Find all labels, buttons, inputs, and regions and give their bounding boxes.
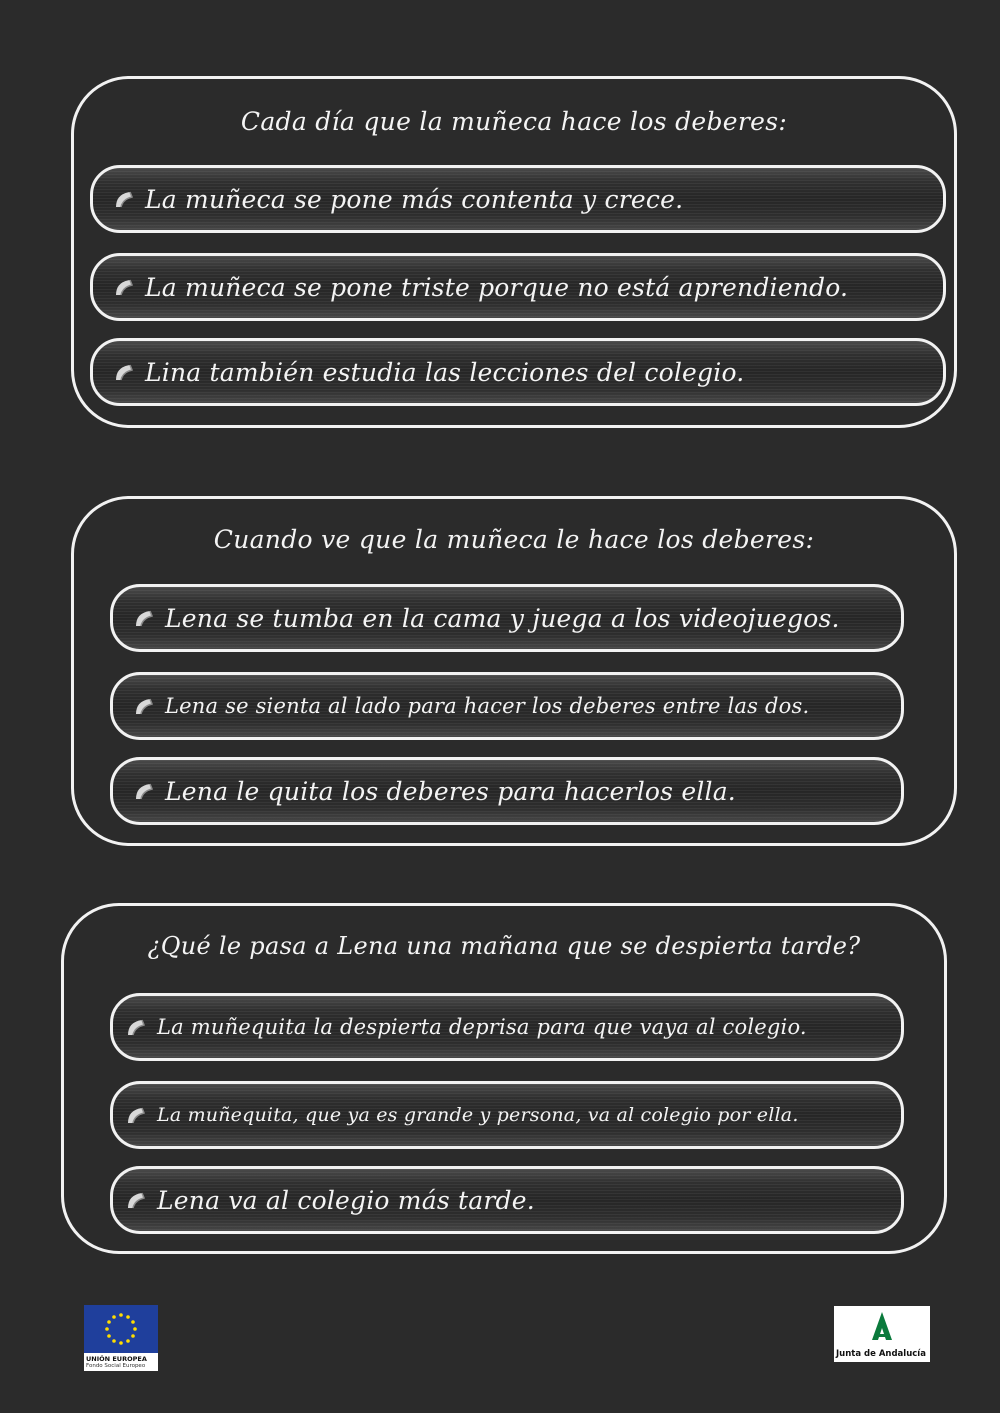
answer-option-text: Lena va al colegio más tarde.: [157, 1185, 535, 1215]
option-bullet-icon: [125, 1189, 147, 1211]
question-title: Cada día que la muñeca hace los deberes:: [240, 107, 788, 136]
answer-option-text: La muñequita la despierta deprisa para que vaya al colegio.: [157, 1015, 807, 1039]
answer-option-text: Lina también estudia las lecciones del colegio.: [145, 357, 745, 387]
answer-option[interactable]: [110, 1081, 904, 1149]
eu-logo-name: UNIÓN EUROPEA: [86, 1355, 147, 1363]
answer-option[interactable]: [110, 672, 904, 740]
option-bullet-icon: [113, 361, 135, 383]
answer-option[interactable]: [110, 757, 904, 825]
option-bullet-icon: [133, 695, 155, 717]
answer-option[interactable]: [90, 253, 946, 321]
answer-option-text: Lena se sienta al lado para hacer los deberes entre las dos.: [165, 694, 810, 718]
answer-option[interactable]: [110, 993, 904, 1061]
question-title: ¿Qué le pasa a Lena una mañana que se despierta tarde?: [147, 932, 861, 960]
answer-option-text: La muñeca se pone más contenta y crece.: [145, 184, 684, 214]
option-bullet-icon: [125, 1104, 147, 1126]
answer-option[interactable]: [110, 584, 904, 652]
junta-andalucia-emblem-icon: [834, 1306, 930, 1350]
eu-logo-fund: Fondo Social Europeo: [86, 1363, 146, 1369]
junta-andalucia-name: Junta de Andalucía: [836, 1349, 926, 1359]
answer-option[interactable]: [110, 1166, 904, 1234]
question-title: Cuando ve que la muñeca le hace los deberes:: [213, 525, 815, 554]
option-bullet-icon: [133, 780, 155, 802]
answer-option-text: La muñeca se pone triste porque no está aprendiendo.: [145, 272, 849, 302]
option-bullet-icon: [125, 1016, 147, 1038]
option-bullet-icon: [113, 276, 135, 298]
junta-andalucia-logo: [834, 1306, 930, 1362]
option-bullet-icon: [113, 188, 135, 210]
answer-option-text: Lena le quita los deberes para hacerlos ella.: [165, 776, 736, 806]
answer-option-text: La muñequita, que ya es grande y persona, va al colegio por ella.: [157, 1104, 799, 1126]
answer-option[interactable]: [90, 338, 946, 406]
answer-option[interactable]: [90, 165, 946, 233]
answer-option-text: Lena se tumba en la cama y juega a los videojuegos.: [165, 603, 840, 633]
eu-logo: [84, 1305, 158, 1371]
eu-flag-icon: [84, 1305, 158, 1353]
option-bullet-icon: [133, 607, 155, 629]
